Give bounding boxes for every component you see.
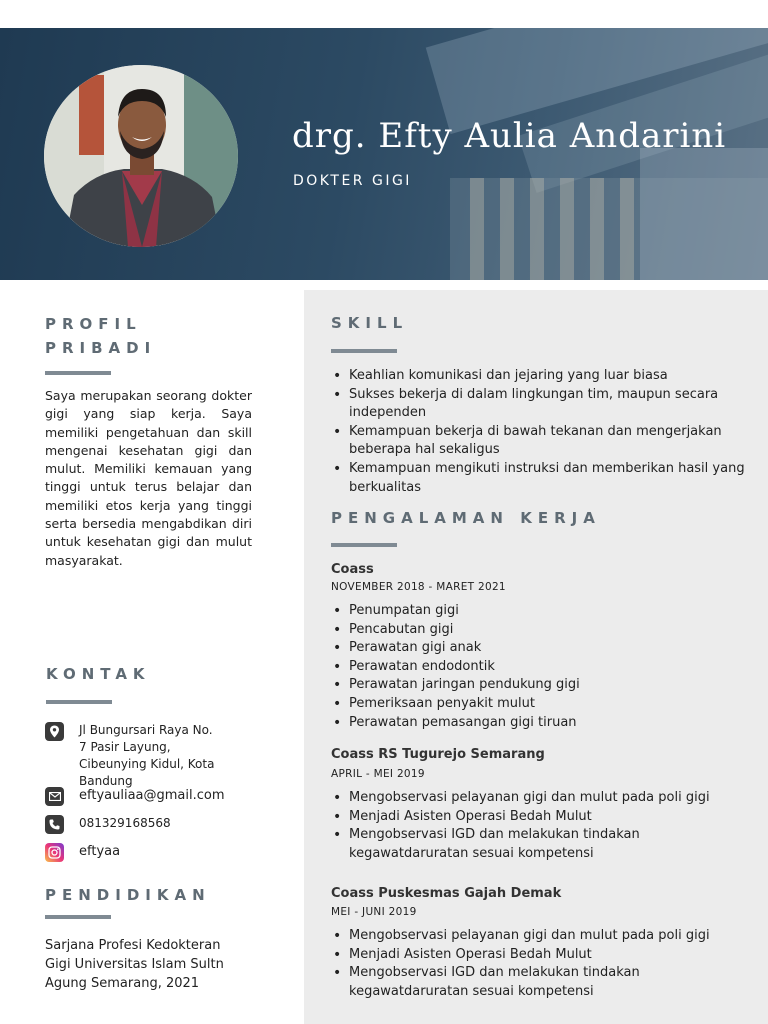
list-item: • Mengobservasi IGD dan melakukan tindakan kegawatdaruratan sesuai kompetensi [331, 826, 751, 863]
phone-icon [45, 815, 64, 834]
list-item: • Pemeriksaan penyakit mulut [331, 695, 751, 714]
job-duty-list [331, 927, 751, 1001]
list-item: • Mengobservasi pelayanan gigi dan mulut pada poli gigi [331, 789, 751, 808]
contact-address [45, 722, 214, 790]
education-line: Sarjana Profesi Kedokteran [45, 938, 221, 953]
contact-section-title: KONTAK [46, 665, 151, 683]
banner-pillar [500, 178, 514, 280]
job-duty-list [331, 602, 751, 732]
job-title: Coass [331, 562, 374, 577]
skill-list [331, 367, 751, 497]
instagram-text[interactable]: eftyaa [79, 844, 121, 859]
list-item: • Kemampuan bekerja di bawah tekanan dan mengerjakan beberapa hal sekaligus [331, 423, 751, 460]
address-text [79, 722, 214, 790]
person-photo-illustration [44, 65, 238, 247]
banner-pillar [560, 178, 574, 280]
location-icon [45, 722, 64, 741]
job-date: NOVEMBER 2018 - MARET 2021 [331, 581, 506, 593]
list-item: • Menjadi Asisten Operasi Bedah Mulut [331, 946, 751, 965]
education-rule [45, 915, 111, 919]
list-item: • Keahlian komunikasi dan jejaring yang luar biasa [331, 367, 751, 386]
banner-pillar [620, 178, 634, 280]
list-item: • Pencabutan gigi [331, 621, 751, 640]
experience-rule [331, 543, 397, 547]
job-date: MEI - JUNI 2019 [331, 906, 417, 918]
banner-pillar [590, 178, 604, 280]
profile-title-line2: PRIBADI [45, 339, 157, 357]
job-title: Coass Puskesmas Gajah Demak [331, 886, 562, 901]
profile-title-line1: PROFIL [45, 315, 142, 333]
email-icon [45, 787, 64, 806]
education-text [45, 936, 260, 993]
candidate-role: DOKTER GIGI [293, 173, 412, 189]
education-section-title: PENDIDIKAN [45, 886, 211, 904]
skill-rule [331, 349, 397, 353]
address-line: Bandung [79, 774, 133, 788]
address-line: Cibeunying Kidul, Kota [79, 757, 215, 771]
job-duty-list [331, 789, 751, 863]
list-item: • Perawatan gigi anak [331, 639, 751, 658]
phone-text[interactable]: 081329168568 [79, 816, 171, 830]
banner-pillar [470, 178, 484, 280]
contact-email[interactable] [45, 787, 225, 806]
profile-text: Saya merupakan seorang dokter gigi yang siap kerja. Saya memiliki pengetahuan dan skill mengenai kesehatan gigi dan mulut. Memiliki kemauan yang tinggi untuk terus belajar dan memiliki etos kerja yang tinggi serta bersedia mengabdikan diri untuk kesehatan gigi dan mulut masyarakat. [45, 388, 252, 568]
list-item: • Mengobservasi IGD dan melakukan tindakan kegawatdaruratan sesuai kompetensi [331, 964, 751, 1001]
email-text[interactable]: eftyauliaa@gmail.com [79, 788, 225, 803]
banner-building-shape [640, 148, 768, 280]
profile-photo [44, 65, 238, 247]
candidate-name: drg. Efty Aulia Andarini [292, 116, 727, 156]
education-line: Agung Semarang, 2021 [45, 976, 200, 991]
skill-section-title: SKILL [331, 314, 409, 332]
list-item: • Perawatan pemasangan gigi tiruan [331, 714, 751, 733]
contact-instagram[interactable] [45, 843, 120, 862]
list-item: • Sukses bekerja di dalam lingkungan tim, maupun secara independen [331, 386, 751, 423]
job-date: APRIL - MEI 2019 [331, 768, 425, 780]
profile-rule [45, 371, 111, 375]
instagram-icon [45, 843, 64, 862]
profile-section-title [45, 312, 156, 360]
list-item: • Kemampuan mengikuti instruksi dan memberikan hasil yang berkualitas [331, 460, 751, 497]
address-line: Jl Bungursari Raya No. [79, 723, 213, 737]
contact-rule [46, 700, 112, 704]
job-title: Coass RS Tugurejo Semarang [331, 747, 545, 762]
list-item: • Perawatan endodontik [331, 658, 751, 677]
list-item: • Perawatan jaringan pendukung gigi [331, 676, 751, 695]
banner-pillar [530, 178, 544, 280]
experience-section-title: PENGALAMAN KERJA [331, 509, 601, 527]
address-line: 7 Pasir Layung, [79, 740, 171, 754]
list-item: • Mengobservasi pelayanan gigi dan mulut pada poli gigi [331, 927, 751, 946]
list-item: • Menjadi Asisten Operasi Bedah Mulut [331, 808, 751, 827]
list-item: • Penumpatan gigi [331, 602, 751, 621]
contact-phone[interactable] [45, 815, 171, 834]
education-line: Gigi Universitas Islam Sultn [45, 957, 224, 972]
